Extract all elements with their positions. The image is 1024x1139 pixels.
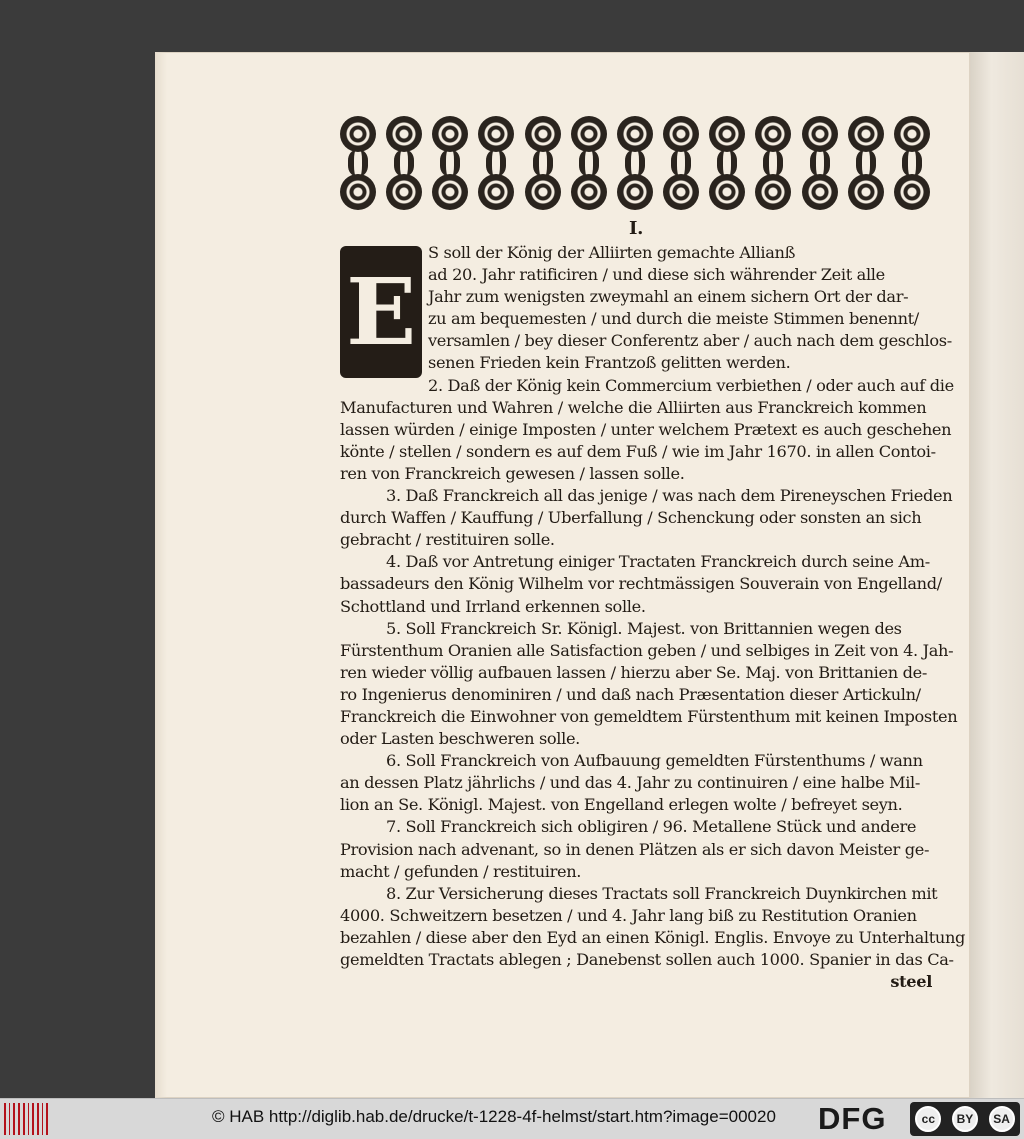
text-line: zu am bequemesten / und durch die meiste Stimmen benennt/ [428,309,919,329]
paragraph [340,485,953,551]
permalink-url[interactable]: © HAB http://diglib.hab.de/drucke/t-1228-4f-helmst/start.htm?image=00020 [212,1107,776,1126]
text-line: ad 20. Jahr ratificiren / und diese sich währender Zeit alle [428,265,885,285]
flower-ornament-icon [753,112,793,214]
paragraph [340,618,958,751]
text-line: oder Lasten beschweren solle. [340,729,580,749]
paragraph [340,242,952,375]
flower-ornament-icon [892,112,932,214]
decorated-initial: E [340,246,422,378]
text-line: bassadeurs den König Wilhelm vor rechtmässigen Souverain von Engelland/ [340,574,942,594]
flower-ornament-icon [476,112,516,214]
dfg-logo[interactable]: DFG [818,1101,887,1136]
text-line: Provision nach advenant, so in denen Plätzen als er sich davon Meister ge- [340,839,930,859]
text-line: Jahr zum wenigsten zweymahl an einem sichern Ort der dar- [428,287,909,307]
section-number: I. [629,218,643,239]
text-line: versamlen / bey dieser Conferentz aber / auch nach dem geschlos- [428,331,952,351]
text-line: 4000. Schweitzern besetzen / und 4. Jahr lang biß zu Restitution Oranien [340,905,917,925]
paragraphs [340,242,966,971]
text-line: Franckreich die Einwohner von gemeldtem Fürstenthum mit keinen Imposten [340,706,958,726]
text-line: gemeldten Tractats ablegen ; Danebenst sollen auch 1000. Spanier in das Ca- [340,950,954,969]
by-icon: BY [952,1106,978,1132]
text-line: senen Frieden kein Frantzoß gelitten werden. [428,353,791,373]
text-line: Schottland und Irrland erkennen solle. [340,596,646,616]
hab-logo-icon[interactable] [4,1103,48,1135]
text-line: S soll der König der Alliirten gemachte Allianß [428,243,796,262]
text-line: lion an Se. Königl. Majest. von Engelland erlegen wolte / befreyet seyn. [340,795,903,815]
flower-ornament-icon [707,112,747,214]
next-page-edge [970,52,1024,1098]
page-gutter-shadow [155,52,167,1098]
paragraph [340,750,932,816]
creative-commons-icon[interactable] [910,1102,1020,1136]
paragraph [340,375,954,485]
text-line: 5. Soll Franckreich Sr. Königl. Majest. von Brittannien wegen des [386,618,902,638]
flower-ornament-icon [384,112,424,214]
flower-ornament-icon [430,112,470,214]
text-line: 4. Daß vor Antretung einiger Tractaten Franckreich durch seine Am- [386,552,930,572]
text-line: ren wieder völlig aufbauen lassen / hierzu aber Se. Maj. von Brittanien de- [340,662,927,682]
text-line: durch Waffen / Kauffung / Uberfallung / Schenckung oder sonsten an sich [340,508,922,528]
flower-ornament-icon [569,112,609,214]
text-line: bezahlen / diese aber den Eyd an einen Königl. Englis. Envoye zu Unterhaltung [340,927,966,947]
text-line: an dessen Platz jährlichs / und das 4. Jahr zu continuiren / eine halbe Mil- [340,773,921,793]
text-line: Manufacturen und Wahren / welche die Alliirten aus Franckreich kommen [340,397,927,417]
paragraph [340,551,942,617]
flower-ornament-icon [523,112,563,214]
flower-ornament-icon [615,112,655,214]
text-line: 6. Soll Franckreich von Aufbauung gemeldten Fürstenthums / wann [386,751,923,771]
text-line: 3. Daß Franckreich all das jenige / was nach dem Pireneyschen Frieden [386,486,953,506]
text-line: lassen würden / einige Imposten / unter welchem Prætext es auch geschehen [340,419,952,439]
flower-ornament-icon [846,112,886,214]
text-line: ren von Franckreich gewesen / lassen solle. [340,463,685,483]
text-line: könte / stellen / sondern es auf dem Fuß / wie im Jahr 1670. in allen Contoi- [340,441,936,461]
flower-ornament-icon [800,112,840,214]
document-text [340,218,966,993]
floral-ornament-band [338,112,932,214]
cc-icon: cc [915,1106,941,1132]
sa-icon: SA [989,1106,1015,1132]
paragraph [340,816,932,882]
text-line: 7. Soll Franckreich sich obligiren / 96. Metallene Stück und andere [386,817,917,837]
flower-ornament-icon [661,112,701,214]
paragraph [340,883,966,971]
viewer-footer [0,1098,1024,1139]
text-line: 2. Daß der König kein Commercium verbiethen / oder auch auf die [428,375,954,395]
flower-ornament-icon [338,112,378,214]
catchword: steel [890,972,932,992]
text-line: macht / gefunden / restituiren. [340,861,582,881]
text-line: Fürstenthum Oranien alle Satisfaction geben / und selbiges in Zeit von 4. Jah- [340,640,954,660]
text-line: gebracht / restituiren solle. [340,530,555,550]
text-line: 8. Zur Versicherung dieses Tractats soll Franckreich Duynkirchen mit [386,883,938,903]
text-line: ro Ingenierus denominiren / und daß nach Præsentation dieser Artickuln/ [340,684,921,704]
